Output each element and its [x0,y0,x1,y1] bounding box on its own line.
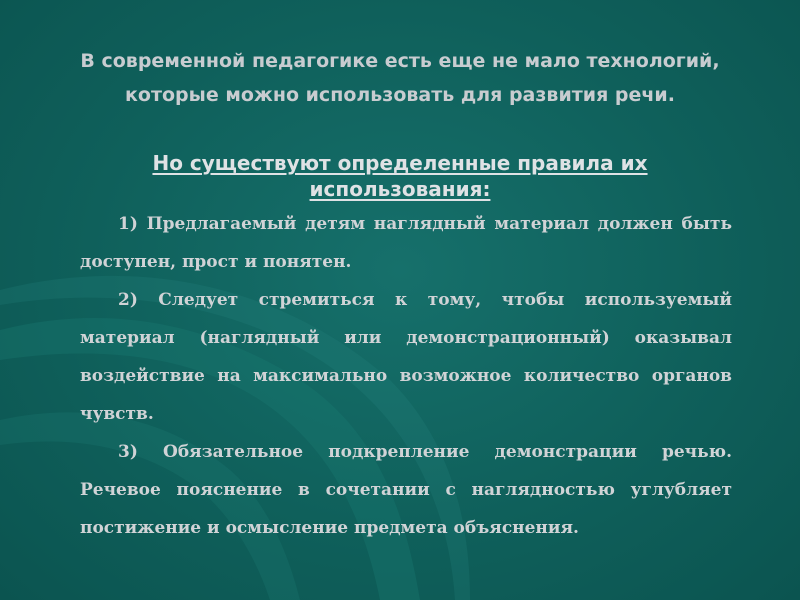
rule-item-1: 1) Предлагаемый детям наглядный материал должен быть доступен, прост и понятен. [80,214,732,272]
rules-list [80,205,732,547]
rules-heading: Но существуют определенные правила их использования: [152,151,648,201]
rule-item-3: 3) Обязательное подкрепление демонстрации речью. Речевое пояснение в сочетании с наглядностью углубляет постижение и осмысление предмета объяснения. [80,442,732,538]
rule-item-2: 2) Следует стремиться к тому, чтобы используемый материал (наглядный или демонстрационный) оказывал воздействие на максимально возможное количество органов чувств. [80,290,732,424]
intro-text: В современной педагогике есть еще не мало технологий, которые можно использовать для развития речи. [80,50,720,106]
